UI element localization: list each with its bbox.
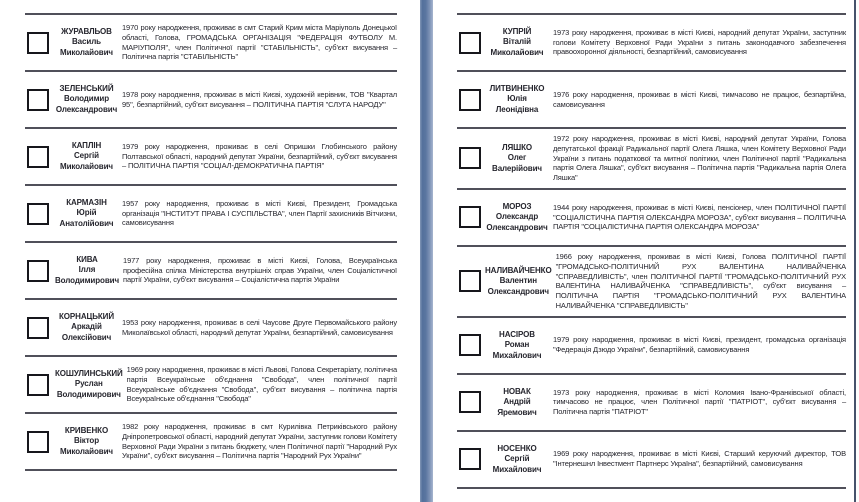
candidate-description: 1953 року народження, проживає в селі Чаусове Друге Первомайського району Миколаївської області, народний депутат України, безпартійний, самовисування [122, 317, 397, 337]
candidate-first-name: Руслан [74, 379, 103, 389]
candidate-surname: НОВАК [503, 386, 531, 396]
candidate-patronymic: Яремович [497, 407, 537, 417]
checkbox-cell [457, 391, 485, 413]
candidate-row [25, 184, 397, 241]
candidate-name [55, 426, 118, 458]
checkbox-cell [25, 146, 55, 168]
checkbox-cell [25, 260, 55, 282]
candidate-description: 1970 року народження, проживає в смт Старий Крим міста Маріуполь Донецької області, Голова, ГРОМАДСЬКА ОРГАНІЗАЦІЯ "ФЕДЕРАЦІЯ ФУТБОЛУ М. МАРІУПОЛЯ", член Політичної партії "СТАБІЛЬНІСТЬ", суб'єкт висування – Політична партія "СТАБІЛЬНІСТЬ" [122, 22, 397, 62]
candidate-surname: НАЛИВАЙЧЕНКО [485, 265, 552, 275]
vote-checkbox[interactable] [27, 374, 49, 396]
candidate-name [55, 27, 118, 59]
candidate-row [457, 70, 846, 127]
checkbox-cell [25, 89, 55, 111]
candidate-patronymic: Миколайович [60, 446, 113, 456]
candidate-name [485, 84, 549, 116]
candidate-patronymic: Леонідівна [495, 104, 539, 114]
candidate-description: 1969 року народження, проживає в місті Львові, Голова Секретаріату, політична партія Всеукраїнське об'єднання "Свобода", член політичної партії Всеукраїнське об'єднання "Свобода", суб'єкт висування – політична партія Всеукраїнське об'єднання "Свобода" [126, 364, 397, 404]
candidate-surname: КОРНАЦЬКИЙ [59, 311, 114, 321]
candidate-surname: ЛЯШКО [501, 142, 532, 152]
candidate-first-name: Віктор [74, 436, 99, 446]
candidate-surname: ЖУРАВЛЬОВ [61, 26, 112, 36]
candidate-name [55, 84, 118, 116]
candidate-patronymic: Миколайович [490, 47, 544, 57]
candidate-surname: НАСІРОВ [499, 329, 535, 339]
vote-checkbox[interactable] [27, 260, 49, 282]
candidate-surname: КАПЛІН [71, 140, 102, 150]
checkbox-cell [25, 374, 55, 396]
candidate-patronymic: Олександрович [55, 104, 118, 114]
candidate-surname: МОРОЗ [502, 201, 532, 211]
candidate-name [55, 255, 119, 287]
candidate-first-name: Віталій [503, 37, 531, 47]
candidate-surname: КОШУЛИНСЬКИЙ [55, 368, 123, 378]
vote-checkbox[interactable] [27, 317, 49, 339]
candidate-row [25, 298, 397, 355]
candidate-row [457, 127, 846, 188]
ballot-page-left [0, 0, 420, 502]
candidate-row [25, 70, 397, 127]
checkbox-cell [457, 448, 485, 470]
candidate-name [485, 27, 549, 59]
vote-checkbox[interactable] [27, 32, 49, 54]
candidate-first-name: Сергій [74, 151, 99, 161]
candidate-description: 1979 року народження, проживає в місті Києві, президент, громадська організація "Федерація Дзюдо України", безпартійний, самовисування [553, 335, 846, 355]
vote-checkbox[interactable] [459, 334, 481, 356]
candidate-first-name: Аркадій [71, 322, 102, 332]
checkbox-cell [457, 334, 485, 356]
candidate-name [485, 143, 549, 175]
candidate-name [485, 202, 549, 234]
candidate-row [457, 430, 846, 487]
vote-checkbox[interactable] [27, 431, 49, 453]
candidate-description: 1976 року народження, проживає в місті Києві, тимчасово не працює, безпартійна, самовисування [553, 89, 846, 109]
candidate-first-name: Андрій [503, 397, 531, 407]
candidate-patronymic: Олександрович [487, 286, 549, 296]
candidate-row [25, 13, 397, 70]
candidate-first-name: Олег [507, 153, 527, 163]
candidate-patronymic: Олександрович [486, 222, 548, 232]
vote-checkbox[interactable] [459, 32, 481, 54]
vote-checkbox[interactable] [459, 147, 481, 169]
candidate-patronymic: Володимирович [55, 275, 120, 285]
viewer-right-edge [854, 0, 856, 502]
candidate-description: 1982 року народження, проживає в смт Курилівка Петриківського району Дніпропетровської області, народний депутат України, заступник голови Комітету Верховної Ради України з питань бюджету, член Політичної партії "Народний Рух України", суб'єкт висування – Політична партія "Народний Рух України" [122, 421, 397, 461]
checkbox-cell [25, 431, 55, 453]
candidate-name [55, 198, 118, 230]
candidate-description: 1979 року народження, проживає в селі Опришки Глобинського району Полтавської області, народний депутат України, безпартійний, суб'єкт висування – ПОЛІТИЧНА ПАРТІЯ "СОЦІАЛ-ДЕМОКРАТИЧНА ПАРТІЯ" [122, 141, 397, 171]
candidate-patronymic: Михайлович [492, 464, 542, 474]
candidate-name [55, 141, 118, 173]
candidate-description: 1966 року народження, проживає в місті Києві, Голова ПОЛІТИЧНОЇ ПАРТІЇ "ГРОМАДСЬКО-ПОЛІТИЧНИЙ РУХ ВАЛЕНТИНА НАЛИВАЙЧЕНКА "СПРАВЕДЛИВІСТЬ", член ПОЛІТИЧНОЇ ПАРТІЇ "ГРОМАДСЬКО-ПОЛІТИЧНИЙ РУХ ВАЛЕНТИНА НАЛИВАЙЧЕНКА "СПРАВЕДЛИВІСТЬ", суб'єкт висування – ПОЛІТИЧНА ПАРТІЯ "ГРОМАДСЬКО-ПОЛІТИЧНИЙ РУХ ВАЛЕНТИНА НАЛИВАЙЧЕНКА "СПРАВЕДЛИВІСТЬ" [555, 251, 846, 310]
candidate-first-name: Олександр [495, 212, 539, 222]
candidate-first-name: Сергій [504, 454, 530, 464]
candidate-name [485, 266, 552, 298]
candidate-row [457, 13, 846, 70]
candidate-description: 1972 року народження, проживає в місті Києві, народний депутат України, Голова депутатської фракції Радикальної партії Олега Ляшка, член Комітету Верховної Ради України з питань податкової та митної політики, член Політичної партії "Радикальна партія Олега Ляшка", суб'єкт висування – Політична партія "Радикальна партія Олега Ляшка" [553, 134, 846, 183]
candidate-first-name: Валентин [499, 276, 537, 286]
candidate-description: 1957 року народження, проживає в місті Києві, Президент, Громадська організація "ІНСТИТУТ ПРАВА І СУСПІЛЬСТВА", член Партії захисників Вітчизни, самовисування [122, 198, 397, 228]
checkbox-cell [457, 270, 485, 292]
checkbox-cell [25, 32, 55, 54]
vote-checkbox[interactable] [27, 203, 49, 225]
candidate-surname: КУПРІЙ [502, 26, 532, 36]
candidate-description: 1973 року народження, проживає в місті Києві, народний депутат України, заступник голови Комітету Верховної Ради України з питань законодавчого забезпечення правоохоронної діяльності, безпартійний, самовисування [553, 27, 846, 57]
candidate-name [55, 369, 123, 401]
candidate-patronymic: Олексійович [61, 332, 112, 342]
candidate-patronymic: Миколайович [60, 161, 113, 171]
candidate-name [485, 444, 549, 476]
vote-checkbox[interactable] [459, 391, 481, 413]
candidate-name [485, 330, 549, 362]
candidate-first-name: Юрій [76, 208, 97, 218]
candidate-surname: ЗЕЛЕНСЬКИЙ [59, 83, 114, 93]
vote-checkbox[interactable] [459, 448, 481, 470]
checkbox-cell [457, 206, 485, 228]
vote-checkbox[interactable] [459, 206, 481, 228]
candidate-first-name: Ілля [78, 265, 96, 275]
candidate-first-name: Юлія [507, 94, 527, 104]
candidate-row [457, 188, 846, 245]
candidate-patronymic: Валерійович [492, 163, 542, 173]
candidate-surname: КРИВЕНКО [64, 425, 109, 435]
candidate-row [25, 241, 397, 298]
right-page-rows [457, 13, 846, 489]
checkbox-cell [457, 32, 485, 54]
candidate-first-name: Роман [504, 340, 530, 350]
page-divider [420, 0, 433, 502]
candidate-row [25, 127, 397, 184]
left-page-rows [25, 13, 397, 471]
candidate-surname: ЛИТВИНЕНКО [489, 83, 545, 93]
candidate-description: 1977 року народження, проживає в місті Києві, Голова, Всеукраїнська професійна спілка Міністерства внутрішніх справ України, член Соціалістичної партії України, суб'єкт висування – Соціалістична партія України [123, 255, 397, 285]
candidate-name [55, 312, 118, 344]
candidate-patronymic: Михайлович [492, 350, 542, 360]
candidate-description: 1969 року народження, проживає в місті Києві, Старший керуючий директор, ТОВ "Інтернешнл Інвестмент Партнерс Україна", безпартійний, самовисування [553, 449, 846, 469]
candidate-description: 1978 року народження, проживає в місті Києві, художній керівник, ТОВ "Квартал 95", безпартійний, суб'єкт висування – ПОЛІТИЧНА ПАРТІЯ "СЛУГА НАРОДУ" [122, 89, 397, 109]
vote-checkbox[interactable] [459, 89, 481, 111]
candidate-surname: КАРМАЗІН [66, 197, 107, 207]
candidate-row [457, 245, 846, 316]
candidate-first-name: Василь [72, 37, 101, 47]
checkbox-cell [25, 203, 55, 225]
candidate-patronymic: Миколайович [60, 47, 113, 57]
ballot-page-right [433, 0, 855, 502]
checkbox-cell [457, 89, 485, 111]
candidate-patronymic: Володимирович [56, 389, 121, 399]
candidate-row [25, 355, 397, 412]
candidate-description: 1973 року народження, проживає в місті Коломия Івано-Франківської області, тимчасово не працює, член Політичної партії "ПАТРІОТ", суб'єкт висування – Політична партія "ПАТРІОТ" [553, 387, 846, 417]
checkbox-cell [457, 147, 485, 169]
candidate-row [457, 373, 846, 430]
candidate-patronymic: Анатолійович [59, 218, 114, 228]
candidate-surname: НОСЕНКО [497, 443, 537, 453]
vote-checkbox[interactable] [27, 89, 49, 111]
vote-checkbox[interactable] [459, 270, 481, 292]
checkbox-cell [25, 317, 55, 339]
candidate-name [485, 387, 549, 419]
candidate-description: 1944 року народження, проживає в місті Києві, пенсіонер, член ПОЛІТИЧНОЇ ПАРТІЇ "СОЦІАЛІСТИЧНА ПАРТІЯ ОЛЕКСАНДРА МОРОЗА", суб'єкт висування – ПОЛІТИЧНА ПАРТІЯ "СОЦІАЛІСТИЧНА ПАРТІЯ ОЛЕКСАНДРА МОРОЗА" [553, 202, 846, 232]
vote-checkbox[interactable] [27, 146, 49, 168]
candidate-row [457, 316, 846, 373]
candidate-row [25, 412, 397, 469]
candidate-first-name: Володимир [63, 94, 110, 104]
candidate-surname: КИВА [76, 254, 98, 264]
